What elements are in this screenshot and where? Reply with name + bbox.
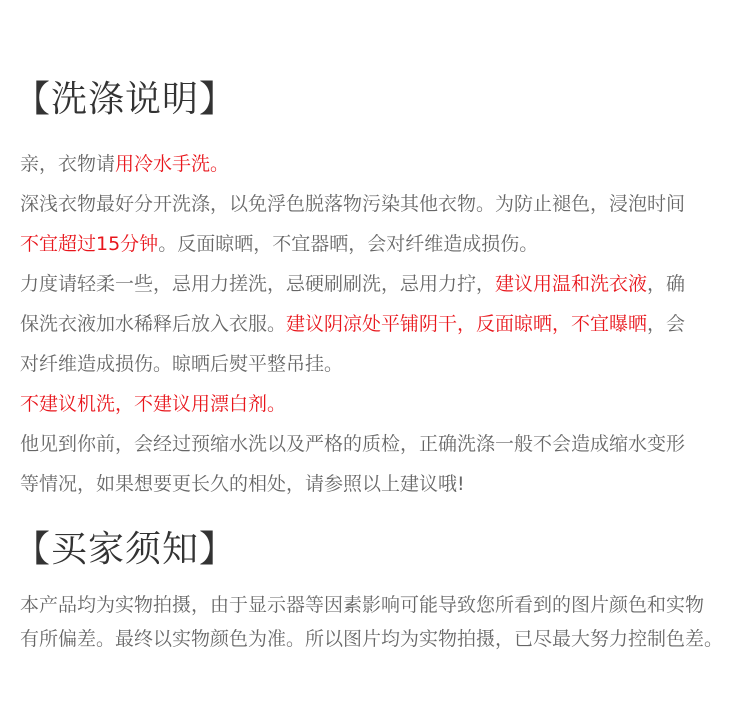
wash-text: 等情况，如果想要更长久的相处，请参照以上建议哦! xyxy=(20,473,465,495)
buyer-notice-title: 【买家须知】 xyxy=(14,529,237,570)
wash-text: 亲，衣物请 xyxy=(20,153,116,175)
buyer-notice-line: 本产品均为实物拍摄，由于显示器等因素影响可能导致您所看到的图片颜色和实物 xyxy=(20,594,705,616)
wash-highlight: 不宜超过15分钟 xyxy=(20,233,159,255)
wash-highlight: 建议用温和洗衣液 xyxy=(495,273,648,295)
wash-line xyxy=(20,144,740,184)
wash-text: 深浅衣物最好分开洗涤，以免浮色脱落物污染其他衣物。为防止褪色，浸泡时间 xyxy=(20,193,686,215)
wash-text: 力度请轻柔一些，忌用力搓洗，忌硬刷刷洗，忌用力拧， xyxy=(20,273,496,295)
wash-line xyxy=(20,184,740,224)
washing-instructions-title: 【洗涤说明】 xyxy=(14,79,237,120)
wash-text: ，确 xyxy=(647,273,686,295)
wash-highlight: 用冷水手洗。 xyxy=(115,153,230,175)
wash-text: ，会 xyxy=(647,313,686,335)
wash-text: 。反面晾晒，不宜器晒，会对纤维造成损伤。 xyxy=(158,233,539,255)
wash-line xyxy=(20,304,740,344)
wash-highlight: 建议阴凉处平铺阴干，反面晾晒，不宜曝晒 xyxy=(286,313,648,335)
wash-highlight: 不建议机洗，不建议用漂白剂。 xyxy=(20,393,287,415)
buyer-notice-line: 有所偏差。最终以实物颜色为准。所以图片均为实物拍摄，已尽最大努力控制色差。 xyxy=(20,628,724,650)
wash-text: 他见到你前，会经过预缩水洗以及严格的质检，正确洗涤一般不会造成缩水变形 xyxy=(20,433,686,455)
buyer-notice-body xyxy=(20,588,740,656)
wash-line xyxy=(20,344,740,384)
wash-line xyxy=(20,264,740,304)
wash-line xyxy=(20,224,740,264)
wash-line xyxy=(20,464,740,504)
wash-text: 对纤维造成损伤。晾晒后熨平整吊挂。 xyxy=(20,353,344,375)
wash-text: 保洗衣液加水稀释后放入衣服。 xyxy=(20,313,287,335)
wash-line xyxy=(20,384,740,424)
wash-line xyxy=(20,424,740,464)
washing-instructions-body xyxy=(20,144,740,504)
